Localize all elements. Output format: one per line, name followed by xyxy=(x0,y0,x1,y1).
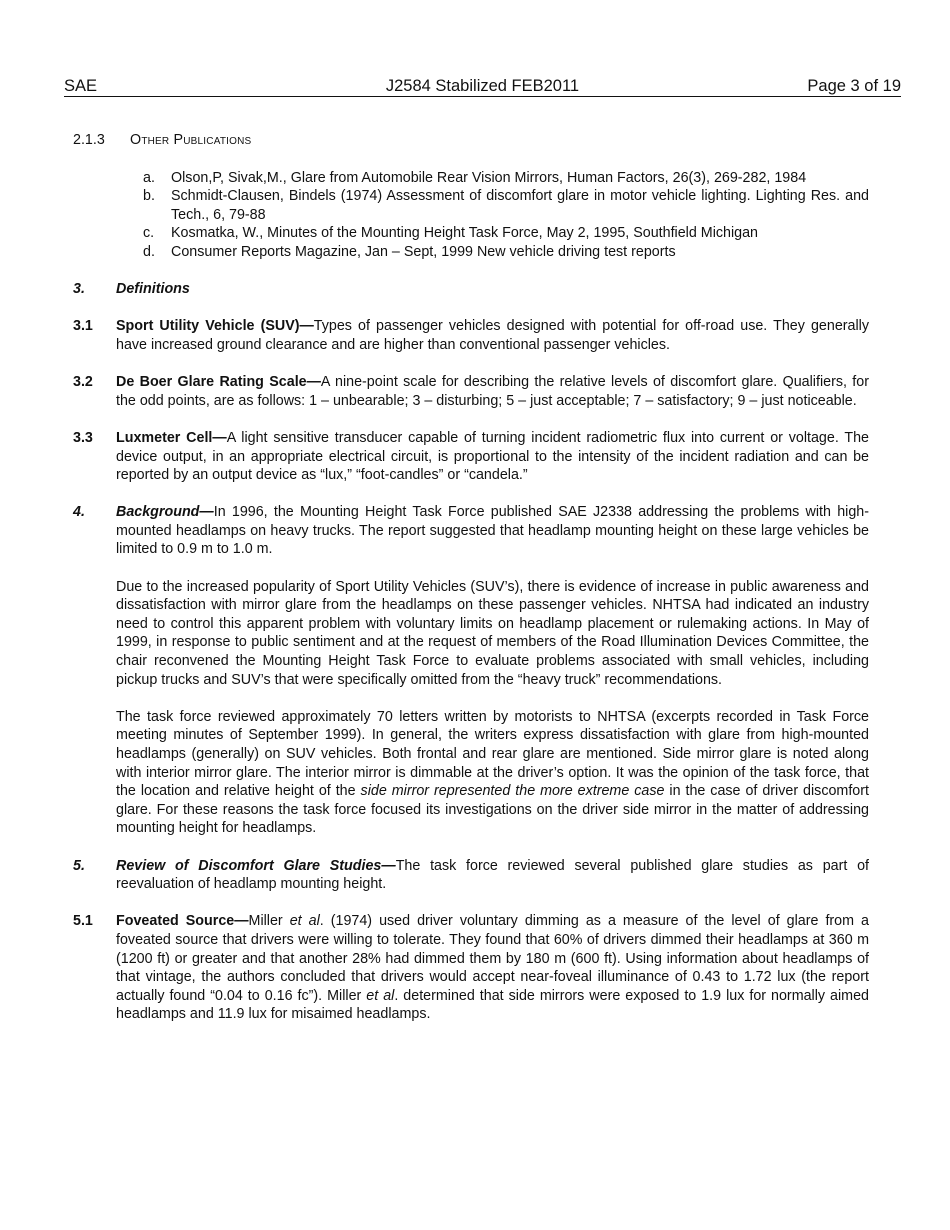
section-number: 3. xyxy=(73,281,85,298)
paragraph-text: in the case of driver discomfort glare. For these reasons the task force focused its investigations on the driver side mirror in the matter of addressing mounting height for headlamps. xyxy=(116,783,869,837)
publications-list xyxy=(143,169,869,262)
section-3-1 xyxy=(73,317,869,354)
list-letter: d. xyxy=(143,243,155,260)
definition-text: A nine-point scale for describing the relative levels of discomfort glare. Qualifiers, for the odd points, are as follows: 1 – unbearable; 3 – disturbing; 5 – just acceptable; 7 – satisfactory; 9 – just noticeable. xyxy=(116,374,869,409)
paragraph xyxy=(116,503,869,559)
list-letter: b. xyxy=(143,188,155,205)
section-title: Definitions xyxy=(116,281,190,298)
section-4 xyxy=(73,503,869,838)
definition-term: Luxmeter Cell— xyxy=(116,429,227,446)
definition-text: Types of passenger vehicles designed with potential for off-road use. They generally have increased ground clearance and are higher than conventional passenger vehicles. xyxy=(116,318,870,353)
list-item xyxy=(143,224,869,243)
list-text: Consumer Reports Magazine, Jan – Sept, 1999 New vehicle driving test reports xyxy=(171,243,676,260)
header-page-number: Page 3 of 19 xyxy=(807,77,901,95)
paragraph xyxy=(116,708,869,838)
paragraph-text: In 1996, the Mounting Height Task Force published SAE J2338 addressing the problems with high-mounted headlamps on heavy trucks. The report suggested that headlamp mounting height on these large vehicles be limited to 0.9 m to 1.0 m. xyxy=(116,504,869,558)
section-title: Other Publications xyxy=(130,132,252,148)
paragraph-text: . (1974) used driver voluntary dimming as a measure of the level of glare from a foveated source that drivers were willing to tolerate. They found that 60% of drivers dimmed their headlamps at 360 m (1200 ft) or greater and that another 28% had dimmed them by 180 m (600 ft). Using information about headlamps of that vintage, the authors concluded that drivers would accept near-foveal illuminance of 0.43 to 1.72 lux (the report actually found “0.04 to 0.16 fc”). Miller xyxy=(116,913,870,1004)
paragraph: Due to the increased popularity of Sport Utility Vehicles (SUV’s), there is evidence of increase in public awareness and dissatisfaction with mirror glare from the headlamps on these passenger vehicles. NHTSA had indicated an industry need to control this apparent problem with voluntary limits on headlamp placement or rulemaking actions. In May of 1999, in response to public sentiment and at the request of members of the Road Illumination Devices Committee, the chair reconvened the Mounting Height Task Force to evaluate problems associated with small vehicles, including pickup trucks and SUV’s that were specifically omitted from the “heavy truck” recommendations. xyxy=(116,578,869,688)
section-3-2 xyxy=(73,373,869,410)
section-5-1 xyxy=(73,912,869,1024)
list-letter: a. xyxy=(143,169,155,186)
section-3-3 xyxy=(73,429,869,485)
definition-term: De Boer Glare Rating Scale— xyxy=(116,374,321,391)
section-number: 3.3 xyxy=(73,429,93,446)
section-number: 3.2 xyxy=(73,374,93,391)
header-doc-id: J2584 Stabilized FEB2011 xyxy=(385,77,580,95)
paragraph-text: Miller xyxy=(248,913,290,930)
paragraph-text: The task force reviewed approximately 70 letters written by motorists to NHTSA (excerpts recorded in Task Force meeting minutes of September 1999). In general, the writers express dissatisfaction with glare from high-mounted headlamps (generally) on SUV vehicles. Both frontal and rear glare are mentioned. Side mirror glare is noted along with interior mirror glare. The interior mirror is dimmable at the driver’s option. It was the opinion of the task force, that the location and relative height of the xyxy=(116,708,869,800)
section-2-1-3-heading xyxy=(73,131,869,150)
section-number: 3.1 xyxy=(73,318,93,335)
list-text: Schmidt-Clausen, Bindels (1974) Assessment of discomfort glare in motor vehicle lighting. Lighting Res. and Tech., 6, 79-88 xyxy=(171,188,869,223)
section-term: Background— xyxy=(116,504,214,521)
paragraph-text: The task force reviewed several published glare studies as part of reevaluation of headlamp mounting height. xyxy=(116,857,869,893)
section-5 xyxy=(73,857,869,894)
list-item xyxy=(143,187,869,224)
emphasis-text: et al xyxy=(366,987,395,1004)
page-header xyxy=(64,76,901,97)
definition-term: Sport Utility Vehicle (SUV)— xyxy=(116,318,314,335)
section-term: Foveated Source— xyxy=(116,913,249,930)
document-body xyxy=(73,131,869,1024)
list-text: Kosmatka, W., Minutes of the Mounting Height Task Force, May 2, 1995, Southfield Michigan xyxy=(171,225,758,242)
list-item xyxy=(143,169,869,188)
list-text: Olson,P, Sivak,M., Glare from Automobile Rear Vision Mirrors, Human Factors, 26(3), 269-282, 1984 xyxy=(171,169,807,186)
list-item xyxy=(143,243,869,262)
section-number: 4. xyxy=(73,504,85,521)
section-term: Review of Discomfort Glare Studies— xyxy=(116,857,396,874)
section-number: 2.1.3 xyxy=(73,132,105,148)
definition-text: A light sensitive transducer capable of turning incident radiometric flux into current or voltage. The device output, in an appropriate electrical circuit, is proportional to the intensity of the incident radiation and can be reported by an output device as “lux,” “foot-candles” or “candela.” xyxy=(116,429,869,484)
emphasis-text: et al xyxy=(289,913,320,930)
header-org: SAE xyxy=(64,77,98,95)
section-number: 5. xyxy=(73,857,85,874)
list-letter: c. xyxy=(143,225,155,242)
emphasis-text: side mirror represented the more extreme case xyxy=(360,783,665,800)
section-3-heading xyxy=(73,280,869,299)
paragraph-text: . determined that side mirrors were exposed to 1.9 lux for normally aimed headlamps and 11.9 lux for misaimed headlamps. xyxy=(116,987,869,1023)
section-number: 5.1 xyxy=(73,913,93,930)
